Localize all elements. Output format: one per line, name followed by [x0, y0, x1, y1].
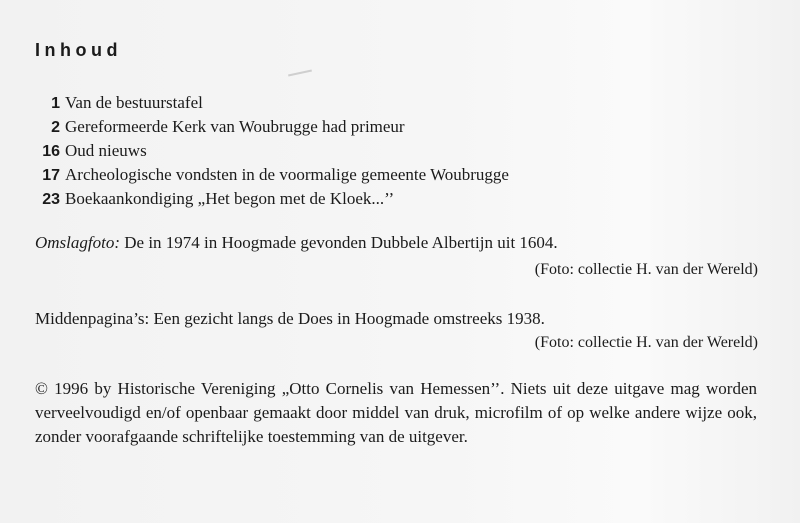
- centerfold-credit: (Foto: collectie H. van der Wereld): [534, 334, 758, 351]
- toc-page-number: 23: [42, 191, 60, 208]
- toc-title: Gereformeerde Kerk van Woubrugge had primeur: [65, 117, 405, 136]
- toc-page-number: 2: [51, 119, 60, 136]
- toc-title: Boekaankondiging „Het begon met de Kloek...’’: [65, 189, 395, 208]
- table-of-contents: [35, 93, 595, 213]
- pen-mark: [288, 70, 312, 77]
- toc-entry: [35, 93, 595, 117]
- toc-entry: [35, 117, 595, 141]
- toc-title: Oud nieuws: [65, 141, 147, 160]
- toc-entry: [35, 165, 595, 189]
- cover-photo-label: Omslagfoto:: [35, 233, 120, 252]
- copyright-notice: © 1996 by Historische Vereniging „Otto Cornelis van Hemessen’’. Niets uit deze uitgave mag worden verveelvoudigd en/of openbaar gemaakt door middel van druk, microfilm of op welke andere wijze ook, zonder voorafgaande schriftelijke toestemming van de uitgever.: [35, 379, 757, 446]
- toc-page-number: 17: [42, 167, 60, 184]
- toc-entry: [35, 141, 595, 165]
- toc-entry: [35, 189, 595, 213]
- toc-page-number: 1: [51, 95, 60, 112]
- cover-photo-credit: (Foto: collectie H. van der Wereld): [534, 261, 758, 278]
- toc-title: Van de bestuurstafel: [65, 93, 203, 112]
- toc-title: Archeologische vondsten in de voormalige gemeente Woubrugge: [65, 165, 509, 184]
- centerfold-caption: Middenpagina’s: Een gezicht langs de Does in Hoogmade omstreeks 1938.: [35, 309, 545, 328]
- contents-heading: Inhoud: [35, 40, 122, 60]
- cover-photo-text: De in 1974 in Hoogmade gevonden Dubbele Albertijn uit 1604.: [120, 233, 558, 252]
- toc-page-number: 16: [42, 143, 60, 160]
- cover-photo-caption: [35, 233, 558, 253]
